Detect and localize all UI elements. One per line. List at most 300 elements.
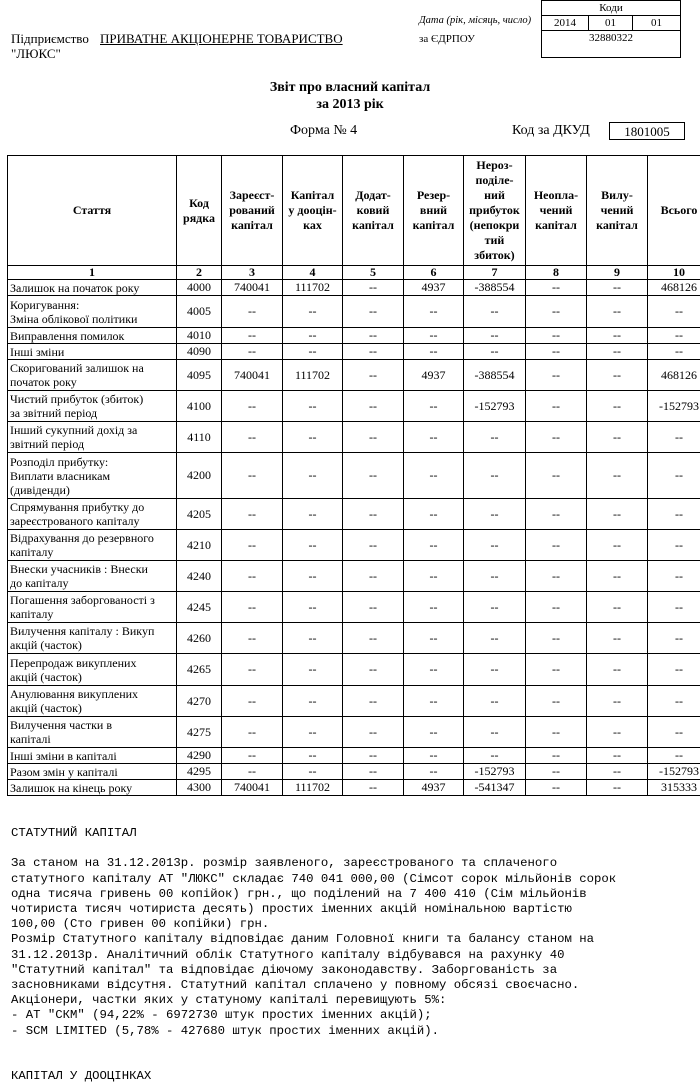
row-code: 4300 (177, 780, 222, 796)
row-name-line: Вилучення капіталу : Викуп (10, 624, 174, 638)
table-cell: -- (343, 764, 404, 780)
row-name-line: Разом змін у капіталі (10, 765, 174, 779)
table-row (8, 686, 700, 717)
enterprise-name: ПРИВАТНЕ АКЦІОНЕРНЕ ТОВАРИСТВО (100, 31, 343, 47)
notes-line: засновниками відсутня. Статутний капітал сплачено у повному обсязі своєчасно. (11, 978, 691, 993)
table-cell: -- (464, 296, 526, 328)
table-cell: -- (222, 499, 283, 530)
column-header-line: ках (285, 218, 340, 233)
table-cell: -- (648, 561, 700, 592)
table-cell: -- (648, 499, 700, 530)
table-cell: -- (283, 530, 343, 561)
notes-line: "Статутний капітал" та відповідає діючому законодавству. Заборгованість за (11, 963, 691, 978)
table-cell: -- (648, 530, 700, 561)
table-cell: 740041 (222, 280, 283, 296)
table-cell: -- (526, 764, 587, 780)
column-header-line: ковий (345, 203, 401, 218)
column-header (526, 156, 587, 266)
table-cell: -- (283, 686, 343, 717)
table-cell: 4937 (404, 280, 464, 296)
notes-line: За станом на 31.12.2013р. розмір заявленого, зареєстрованого та сплаченого (11, 856, 691, 871)
row-name (8, 780, 177, 796)
table-cell: -- (648, 748, 700, 764)
table-cell: -- (587, 780, 648, 796)
table-cell: -- (343, 654, 404, 686)
table-cell: 740041 (222, 360, 283, 391)
table-cell: -- (343, 530, 404, 561)
table-cell: -- (648, 328, 700, 344)
row-name-line: Інші зміни (10, 345, 174, 359)
table-cell: -- (526, 592, 587, 623)
column-number: 9 (587, 266, 648, 280)
row-name (8, 280, 177, 296)
table-cell: -- (283, 717, 343, 748)
table-cell: -- (526, 344, 587, 360)
table-cell: -- (464, 592, 526, 623)
table-cell: -- (283, 344, 343, 360)
row-name-line: зареєстрованого капіталу (10, 514, 174, 528)
notes-line (11, 1039, 691, 1054)
column-header (177, 156, 222, 266)
date-year: 2014 (542, 16, 589, 31)
row-name (8, 391, 177, 422)
column-header-line: у дооцін- (285, 203, 340, 218)
row-code: 4295 (177, 764, 222, 780)
column-header (464, 156, 526, 266)
table-cell: -- (343, 499, 404, 530)
table-cell: -- (343, 748, 404, 764)
row-name-line: Вилучення частки в (10, 718, 174, 732)
table-cell: -- (587, 561, 648, 592)
table-row (8, 391, 700, 422)
row-name-line: (дивіденди) (10, 483, 174, 497)
notes-line: 100,00 (Сто гривен 00 копійки) грн. (11, 917, 691, 932)
table-cell: -- (464, 453, 526, 499)
table-cell: -- (587, 280, 648, 296)
row-name (8, 344, 177, 360)
table-cell: -- (526, 748, 587, 764)
column-header-line: капітал (406, 218, 461, 233)
row-code: 4110 (177, 422, 222, 453)
column-header-line: Зареєст- (224, 188, 280, 203)
row-name (8, 296, 177, 328)
table-row (8, 654, 700, 686)
row-name-line: Виплати власникам (10, 469, 174, 483)
table-body (8, 280, 700, 796)
table-row (8, 453, 700, 499)
report-title: Звіт про власний капітал (0, 80, 700, 96)
table-cell: -- (464, 686, 526, 717)
row-code: 4100 (177, 391, 222, 422)
table-cell: -- (526, 296, 587, 328)
enterprise-name-continued: "ЛЮКС" (11, 46, 61, 62)
table-row (8, 280, 700, 296)
row-code: 4240 (177, 561, 222, 592)
column-header-line: Додат- (345, 188, 401, 203)
row-name-line: акцій (часток) (10, 638, 174, 652)
table-cell: -- (283, 764, 343, 780)
row-name-line: звітний період (10, 437, 174, 451)
table-cell: -- (464, 499, 526, 530)
column-header-line: прибуток (466, 203, 523, 218)
notes-line: - SCM LIMITED (5,78% - 427680 штук простих іменних акцій). (11, 1024, 691, 1039)
table-cell: -- (526, 328, 587, 344)
table-cell: -- (404, 499, 464, 530)
row-name-line: Інший сукупний дохід за (10, 423, 174, 437)
table-row (8, 764, 700, 780)
dkud-value: 1801005 (609, 122, 685, 140)
equity-table (7, 155, 700, 796)
column-header-line: чений (589, 203, 645, 218)
table-cell: -- (343, 717, 404, 748)
row-code: 4210 (177, 530, 222, 561)
table-cell: -- (283, 654, 343, 686)
row-code: 4090 (177, 344, 222, 360)
table-cell: -- (587, 499, 648, 530)
column-header-line: Нероз- (466, 158, 523, 173)
column-header-line: чений (528, 203, 584, 218)
table-cell: -- (526, 499, 587, 530)
table-cell: -- (464, 654, 526, 686)
table-row (8, 592, 700, 623)
table-cell: -- (283, 561, 343, 592)
row-code: 4095 (177, 360, 222, 391)
table-cell: -- (464, 623, 526, 654)
table-cell: -- (222, 561, 283, 592)
table-cell: -- (526, 717, 587, 748)
table-cell: -- (404, 717, 464, 748)
table-cell: -- (587, 453, 648, 499)
column-number: 1 (8, 266, 177, 280)
table-cell: -- (648, 623, 700, 654)
notes-line: 31.12.2013р. Аналітичний облік Статутного капіталу відбувався на рахунку 40 (11, 948, 691, 963)
table-cell: -- (464, 717, 526, 748)
row-name-line: Коригування: (10, 298, 174, 312)
table-row (8, 717, 700, 748)
notes-line: - АТ "СКМ" (94,22% - 6972730 штук простих іменних акцій); (11, 1008, 691, 1023)
table-cell: -- (404, 686, 464, 717)
table-row (8, 530, 700, 561)
column-header (222, 156, 283, 266)
table-cell: -- (283, 391, 343, 422)
report-period: за 2013 рік (0, 97, 700, 113)
row-name-line: Зміна облікової політики (10, 312, 174, 326)
row-name-line: акцій (часток) (10, 701, 174, 715)
table-cell: -- (222, 296, 283, 328)
row-name (8, 717, 177, 748)
column-header-line: капітал (224, 218, 280, 233)
table-cell: -- (464, 344, 526, 360)
notes-line: Акціонери, частки яких у статуному капіталі перевищують 5%: (11, 993, 691, 1008)
row-code: 4005 (177, 296, 222, 328)
dkud-label: Код за ДКУД (512, 123, 590, 139)
table-cell: -- (526, 530, 587, 561)
table-cell: -- (343, 453, 404, 499)
row-code: 4265 (177, 654, 222, 686)
table-cell: -- (648, 686, 700, 717)
table-cell: -- (404, 748, 464, 764)
table-header (8, 156, 700, 280)
column-number: 8 (526, 266, 587, 280)
column-header-line: Всього (650, 203, 700, 218)
row-name-line: капіталі (10, 732, 174, 746)
row-code: 4290 (177, 748, 222, 764)
row-name (8, 530, 177, 561)
table-cell: -- (343, 280, 404, 296)
row-name-line: за звітний період (10, 406, 174, 420)
column-header-line: Неопла- (528, 188, 584, 203)
table-cell: -- (404, 453, 464, 499)
table-cell: -152793 (464, 391, 526, 422)
table-cell: -- (404, 296, 464, 328)
row-name-line: Внески учасників : Внески (10, 562, 174, 576)
table-cell: -- (648, 422, 700, 453)
row-code: 4010 (177, 328, 222, 344)
column-header-line: капітал (589, 218, 645, 233)
table-cell: -- (526, 686, 587, 717)
table-cell: -- (404, 561, 464, 592)
row-name-line: Чистий прибуток (збиток) (10, 392, 174, 406)
row-code: 4245 (177, 592, 222, 623)
table-cell: -- (404, 344, 464, 360)
table-cell: -- (222, 344, 283, 360)
table-cell: -- (222, 391, 283, 422)
column-header (343, 156, 404, 266)
column-header-line: тий (466, 233, 523, 248)
table-cell: -- (343, 360, 404, 391)
row-name (8, 360, 177, 391)
notes-line: Розмір Статутного капіталу відповідає даним Головної книги та балансу станом на (11, 932, 691, 947)
table-cell: -- (526, 623, 587, 654)
row-name-line: капіталу (10, 607, 174, 621)
notes-line: чотириста тисяч чотириста десять) простих іменних акцій номінальною вартістю (11, 902, 691, 917)
table-cell: -- (343, 686, 404, 717)
row-name (8, 748, 177, 764)
table-cell: -- (404, 623, 464, 654)
table-cell: -- (222, 623, 283, 654)
row-name-line: Погашення заборгованості з (10, 593, 174, 607)
column-header-line: рядка (179, 211, 219, 226)
row-code: 4275 (177, 717, 222, 748)
column-number: 6 (404, 266, 464, 280)
row-name-line: Залишок на початок року (10, 281, 174, 295)
table-row (8, 344, 700, 360)
row-name-line: Розподіл прибутку: (10, 455, 174, 469)
table-cell: -- (526, 654, 587, 686)
row-name (8, 453, 177, 499)
table-cell: -- (222, 748, 283, 764)
table-cell: -- (404, 764, 464, 780)
edrpou-label: за ЄДРПОУ (419, 33, 475, 45)
table-cell: -- (587, 654, 648, 686)
table-cell: -- (343, 623, 404, 654)
notes-line (11, 1054, 691, 1069)
table-cell: -- (587, 422, 648, 453)
table-cell: -- (404, 654, 464, 686)
table-cell: -- (404, 391, 464, 422)
date-label: Дата (рік, місяць, число) (419, 15, 531, 26)
table-cell: -- (343, 780, 404, 796)
table-cell: -388554 (464, 360, 526, 391)
row-name-line: акцій (часток) (10, 670, 174, 684)
column-header-line: поділе- (466, 173, 523, 188)
table-cell: -- (283, 592, 343, 623)
table-cell: -- (526, 561, 587, 592)
edrpou-value: 32880322 (542, 32, 680, 44)
table-cell: 4937 (404, 360, 464, 391)
form-label: Форма № 4 (290, 123, 357, 139)
table-cell: 468126 (648, 360, 700, 391)
table-cell: -- (283, 499, 343, 530)
table-cell: -- (283, 748, 343, 764)
table-cell: -- (464, 530, 526, 561)
table-cell: -- (404, 328, 464, 344)
notes-heading: СТАТУТНИЙ КАПІТАЛ (11, 826, 691, 841)
table-cell: -- (283, 453, 343, 499)
table-cell: -- (587, 530, 648, 561)
table-cell: -- (222, 453, 283, 499)
column-header-line: капітал (528, 218, 584, 233)
table-cell: -- (404, 422, 464, 453)
table-cell: -- (587, 592, 648, 623)
table-cell: -- (222, 592, 283, 623)
table-row (8, 561, 700, 592)
column-number: 10 (648, 266, 700, 280)
table-cell: 315333 (648, 780, 700, 796)
row-name-line: Виправлення помилок (10, 329, 174, 343)
table-cell: -- (343, 561, 404, 592)
row-code: 4000 (177, 280, 222, 296)
table-cell: 4937 (404, 780, 464, 796)
table-cell: -- (283, 328, 343, 344)
column-header-line: рований (224, 203, 280, 218)
row-name-line: капіталу (10, 545, 174, 559)
table-cell: -- (343, 391, 404, 422)
table-cell: -- (343, 344, 404, 360)
row-name (8, 623, 177, 654)
row-name (8, 328, 177, 344)
row-name-line: Залишок на кінець року (10, 781, 174, 795)
column-header-line: збиток) (466, 248, 523, 263)
column-number: 2 (177, 266, 222, 280)
table-cell: -- (464, 328, 526, 344)
table-cell: -- (283, 422, 343, 453)
table-cell: -- (587, 764, 648, 780)
table-row (8, 360, 700, 391)
table-cell: -- (222, 764, 283, 780)
column-header-line: Код (179, 196, 219, 211)
table-cell: -- (222, 686, 283, 717)
column-header (8, 156, 177, 266)
row-name-line: Інші зміни в капіталі (10, 749, 174, 763)
column-header-line: Вилу- (589, 188, 645, 203)
table-cell: -- (648, 717, 700, 748)
table-cell: -- (526, 391, 587, 422)
row-name (8, 422, 177, 453)
table-cell: 111702 (283, 360, 343, 391)
codes-title: Коди (542, 1, 680, 16)
column-header-line: ний (466, 188, 523, 203)
table-cell: -- (587, 328, 648, 344)
column-number: 5 (343, 266, 404, 280)
column-header-line: капітал (345, 218, 401, 233)
table-cell: -152793 (464, 764, 526, 780)
table-cell: -- (526, 422, 587, 453)
row-name (8, 686, 177, 717)
table-cell: -- (464, 748, 526, 764)
column-header-line: (непокри (466, 218, 523, 233)
table-row (8, 422, 700, 453)
column-header-line: Капітал (285, 188, 340, 203)
column-header (648, 156, 700, 266)
table-cell: -- (587, 686, 648, 717)
notes-section (11, 826, 691, 1084)
table-cell: -- (283, 296, 343, 328)
column-header-line: Стаття (10, 203, 174, 218)
table-cell: -- (587, 296, 648, 328)
column-number: 3 (222, 266, 283, 280)
table-cell: -152793 (648, 391, 700, 422)
table-cell: -- (526, 280, 587, 296)
table-cell: 740041 (222, 780, 283, 796)
column-header (283, 156, 343, 266)
column-header (587, 156, 648, 266)
table-cell: 468126 (648, 280, 700, 296)
table-cell: -- (587, 748, 648, 764)
row-code: 4200 (177, 453, 222, 499)
row-name-line: початок року (10, 375, 174, 389)
table-cell: -- (222, 654, 283, 686)
row-code: 4260 (177, 623, 222, 654)
row-name-line: Анулювання викуплених (10, 687, 174, 701)
enterprise-label: Підприємство (11, 31, 89, 47)
table-cell: -- (222, 530, 283, 561)
table-cell: -- (648, 296, 700, 328)
table-row (8, 780, 700, 796)
table-cell: -- (343, 422, 404, 453)
table-cell: -- (343, 592, 404, 623)
table-cell: -152793 (648, 764, 700, 780)
table-row (8, 328, 700, 344)
table-cell: -- (343, 296, 404, 328)
table-cell: -- (648, 453, 700, 499)
codes-box (541, 0, 681, 58)
row-name-line: Спрямування прибутку до (10, 500, 174, 514)
column-header (404, 156, 464, 266)
date-month: 01 (589, 16, 633, 31)
table-cell: -- (222, 422, 283, 453)
table-cell: -- (464, 561, 526, 592)
table-cell: -- (404, 592, 464, 623)
table-cell: -- (526, 780, 587, 796)
table-cell: -- (526, 453, 587, 499)
table-cell: -- (587, 344, 648, 360)
column-numbers-row (8, 266, 700, 280)
row-name (8, 654, 177, 686)
row-name (8, 561, 177, 592)
table-cell: -- (283, 623, 343, 654)
table-cell: -- (343, 328, 404, 344)
row-name (8, 592, 177, 623)
row-name-line: Відрахування до резервного (10, 531, 174, 545)
row-name-line: до капіталу (10, 576, 174, 590)
row-name-line: Перепродаж викуплених (10, 656, 174, 670)
column-number: 4 (283, 266, 343, 280)
table-cell: -541347 (464, 780, 526, 796)
table-cell: -- (526, 360, 587, 391)
table-cell: -- (648, 344, 700, 360)
row-name (8, 764, 177, 780)
